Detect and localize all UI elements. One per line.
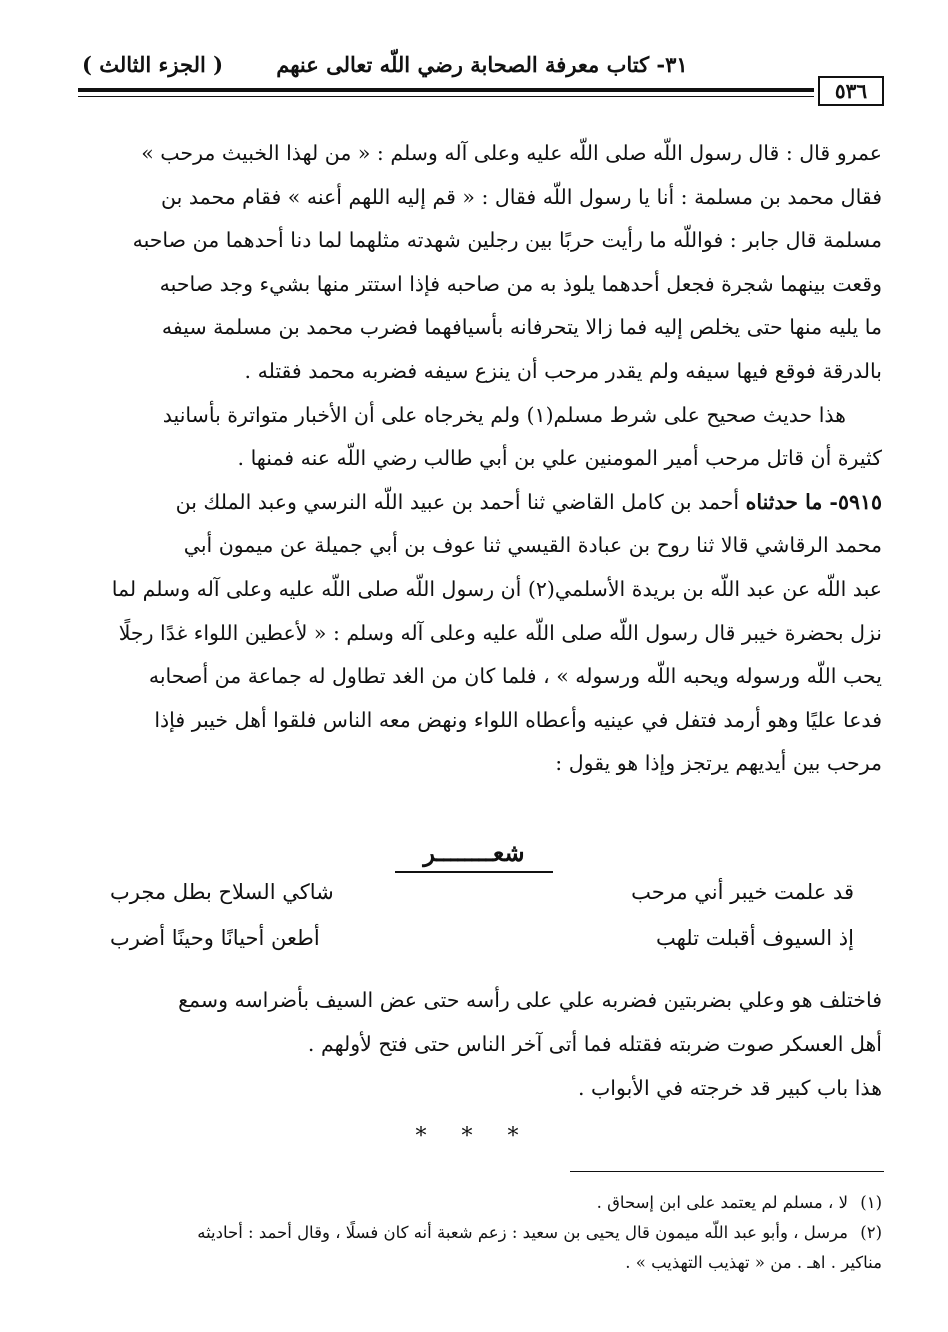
text-line: نزل بحضرة خيبر قال رسول اللّه صلى اللّه عليه وعلى آله وسلم : « لأعطين اللواء غدًا رجلًا — [118, 620, 882, 645]
footnote-2-continuation — [62, 1248, 882, 1278]
footnote-1 — [62, 1188, 882, 1218]
text-line: أهل العسكر صوت ضربته فقتله فما أتى آخر الناس حتى فتح لأولهم . — [307, 1032, 882, 1056]
text-line: فقال محمد بن مسلمة : أنا يا رسول اللّه فقال : « قم إليه اللهم أعنه » فقام محمد بن — [161, 184, 882, 209]
footnote-2 — [62, 1218, 882, 1248]
hadith-5915-line — [62, 481, 882, 525]
text-line: مسلمة قال جابر : فواللّه ما رأيت حربًا بين رجلين شهدته مثلهما لما دنا أحدهما من صاحبه — [132, 228, 882, 253]
page-number: ٥٣٦ — [818, 76, 884, 106]
running-header — [78, 52, 886, 82]
text-line: مرحب بين أيديهم يرتجز وإذا هو يقول : — [555, 751, 882, 776]
volume-part-label: ( الجزء الثالث ) — [82, 52, 224, 77]
hadith-number: ٥٩١٥- ما حدثناه — [745, 489, 882, 514]
text-line: هذا باب كبير قد خرجته في الأبواب . — [577, 1076, 882, 1100]
text-line: عمرو قال : قال رسول اللّه صلى اللّه عليه وعلى آله وسلم : « من لهذا الخبيث مرحب » — [141, 141, 882, 165]
text-line: أحمد بن كامل القاضي ثنا أحمد بن عبيد اللّه النرسي وعبد الملك بن — [175, 489, 746, 514]
verse-second-hemistich: شاكي السلاح بطل مجرب — [110, 880, 334, 904]
verse-second-hemistich: أطعن أحيانًا وحينًا أضرب — [110, 926, 320, 950]
text-line: محمد الرقاشي قالا ثنا روح بن عبادة القيسي ثنا عوف بن أبي جميلة عن ميمون أبي — [183, 533, 882, 558]
verse-first-hemistich: قد علمت خيبر أني مرحب — [631, 880, 854, 904]
section-separator-stars: * * * — [415, 1124, 533, 1149]
text-line: هذا حديث صحيح على شرط مسلم(١) ولم يخرجاه على أن الأخبار متواترة بأسانيد — [162, 402, 846, 427]
poem-heading: شعــــــــر — [0, 838, 948, 867]
text-line: وقعت بينهما شجرة فجعل أحدهما يلوذ به من صاحبه فإذا استتر منها بشيء وجد صاحبه — [159, 271, 882, 296]
verse-first-hemistich: إذ السيوف أقبلت تلهب — [655, 926, 854, 950]
footnote-text: مرسل ، وأبو عبد اللّه ميمون قال يحيى بن سعيد : زعم شعبة أنه كان فسلًا ، وقال أحمد : أحاديثه — [197, 1223, 848, 1242]
chapter-title: ٣١- كتاب معرفة الصحابة رضي اللّه تعالى عنهم — [276, 52, 688, 77]
text-line: كثيرة أن قاتل مرحب أمير المومنين علي بن أبي طالب رضي اللّه عنه فمنها . — [237, 446, 882, 471]
footnote-number: (٢) — [860, 1223, 882, 1242]
header-rule-thin — [78, 96, 814, 97]
main-text-top — [62, 132, 882, 786]
main-text-bottom — [62, 978, 882, 1110]
text-line: بالدرقة فوقع فيها سيفه ولم يقدر مرحب أن ينزع سيفه فضربه محمد فقتله . — [244, 358, 882, 383]
header-rule-thick — [78, 88, 814, 92]
footnotes — [62, 1188, 882, 1278]
footnote-number: (١) — [860, 1193, 882, 1212]
text-line: فاختلف هو وعلي بضربتين فضربه علي على رأسه حتى عض السيف بأضراسه وسمع — [178, 988, 882, 1012]
text-line: عبد اللّه عن عبد اللّه بن بريدة الأسلمي(٢) أن رسول اللّه صلى اللّه عليه وعلى آله وسلم لما — [111, 576, 882, 601]
text-line: فدعا عليًا وهو أرمد فتفل في عينيه وأعطاه اللواء ونهض معه الناس فلقوا أهل خيبر فإذا — [154, 707, 882, 732]
footnote-text: مناكير . اهـ . من « تهذيب التهذيب » . — [625, 1253, 882, 1272]
text-line: يحب اللّه ورسوله ويحبه اللّه ورسوله » ، فلما كان من الغد تطاول له جماعة من أصحابه — [148, 664, 882, 689]
text-line: ما يليه منها حتى يخلص إليه فما زالا يتحرفانه بأسيافهما فضرب محمد بن مسلمة سيفه — [161, 315, 882, 340]
footnote-rule — [570, 1171, 884, 1172]
footnote-text: لا ، مسلم لم يعتمد على ابن إسحاق . — [596, 1193, 848, 1212]
